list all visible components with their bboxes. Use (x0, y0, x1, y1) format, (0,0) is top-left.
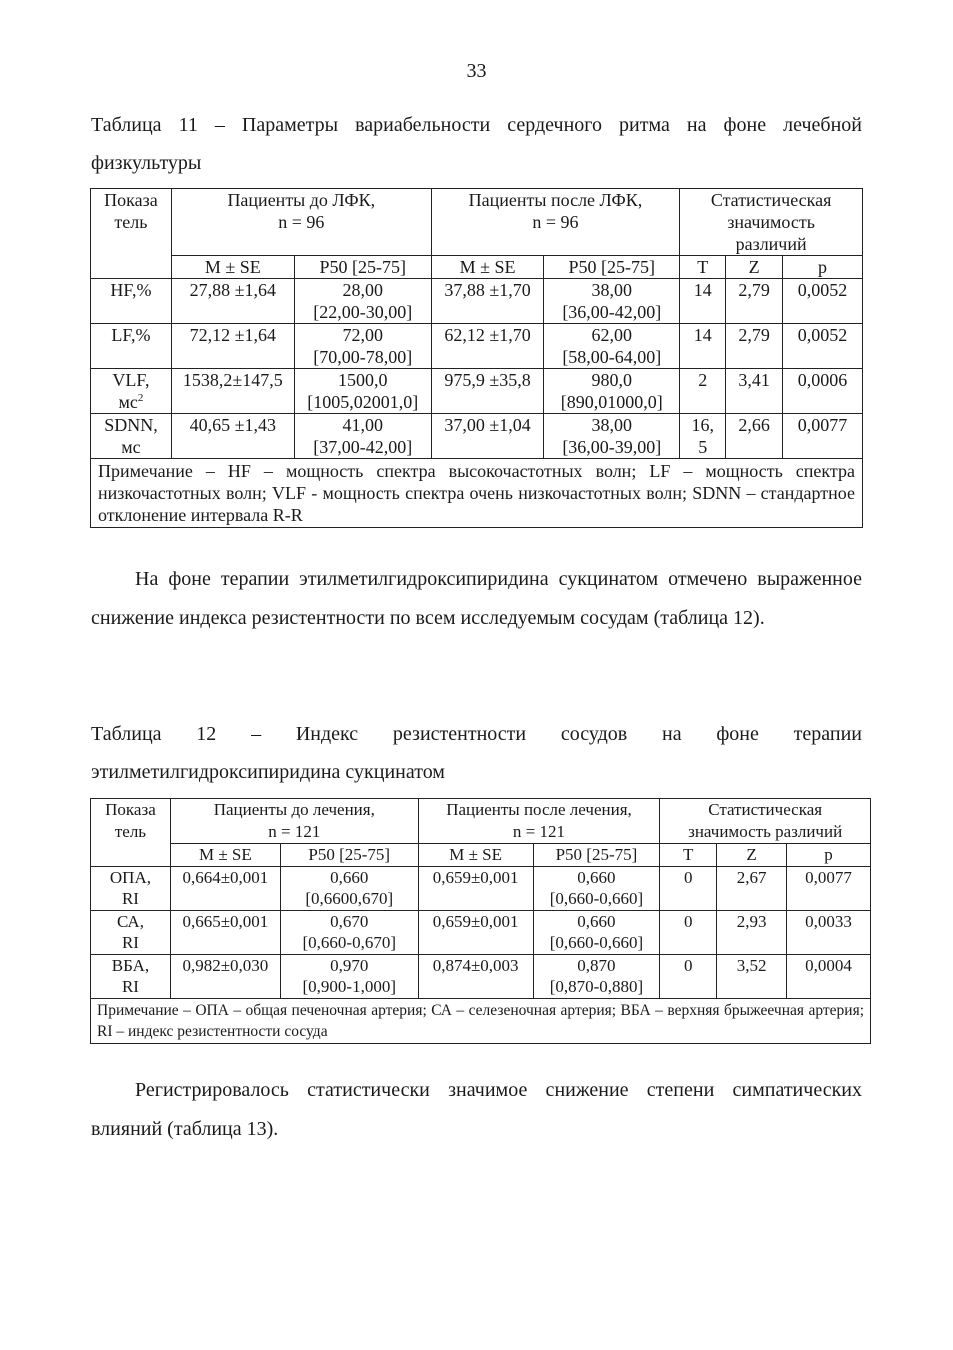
table12-header-indicator: Показа тель (91, 799, 171, 867)
cell-p: 0,0033 (787, 910, 871, 954)
cell-z: 2,79 (726, 279, 783, 324)
cell-before-p50: 41,00 [37,00-42,00] (294, 414, 431, 459)
cell-z: 2,79 (726, 324, 783, 369)
cell-before-p50: 0,670 [0,660-0,670] (280, 910, 418, 954)
table-row (91, 324, 863, 369)
cell-t: 16, 5 (680, 414, 726, 459)
cell-before-mse: 0,982±0,030 (170, 954, 280, 998)
cell-t: 0 (660, 954, 717, 998)
cell-before-p50: 72,00 [70,00-78,00] (294, 324, 431, 369)
cell-t: 2 (680, 369, 726, 414)
paragraph-2 (91, 1071, 862, 1149)
cell-before-mse: 1538,2±147,5 (171, 369, 294, 414)
row-indicator: LF,% (91, 324, 172, 369)
table12-subheader: P50 [25-75] (533, 844, 660, 867)
table12 (90, 798, 871, 1044)
cell-t: 14 (680, 279, 726, 324)
table12-subheader: Z (717, 844, 787, 867)
page-number: 33 (466, 60, 487, 82)
table11-caption-line2: физкультуры (91, 152, 202, 174)
table12-subheader: M ± SE (170, 844, 280, 867)
table11-caption (91, 106, 862, 182)
table11-header-after: Пациенты после ЛФК, n = 96 (431, 189, 680, 256)
cell-before-p50: 0,660 [0,6600,670] (280, 866, 418, 910)
table12-subheader: P50 [25-75] (280, 844, 418, 867)
table12-header-after: Пациенты после лечения, n = 121 (418, 799, 660, 844)
row-indicator: СА, RI (91, 910, 171, 954)
table11-note: Примечание – HF – мощность спектра высокочастотных волн; LF – мощность спектра низкочастотных волн; VLF - мощность спектра очень низкочастотных волн; SDNN – стандартное отклонение интервала R-R (91, 459, 863, 528)
table12-header-before: Пациенты до лечения, n = 121 (170, 799, 418, 844)
cell-after-mse: 37,88 ±1,70 (431, 279, 544, 324)
table11-subheader: M ± SE (431, 256, 544, 279)
cell-after-p50: 0,870 [0,870-0,880] (533, 954, 660, 998)
table11-subheader: T (680, 256, 726, 279)
table11-header-before: Пациенты до ЛФК, n = 96 (171, 189, 431, 256)
cell-after-mse: 62,12 ±1,70 (431, 324, 544, 369)
cell-after-p50: 62,00 [58,00-64,00] (544, 324, 680, 369)
cell-after-mse: 0,659±0,001 (418, 866, 533, 910)
cell-z: 2,93 (717, 910, 787, 954)
row-indicator: SDNN, мс (91, 414, 172, 459)
cell-t: 14 (680, 324, 726, 369)
cell-before-mse: 0,665±0,001 (170, 910, 280, 954)
row-indicator: HF,% (91, 279, 172, 324)
cell-after-mse: 37,00 ±1,04 (431, 414, 544, 459)
table11 (90, 188, 863, 528)
cell-z: 2,66 (726, 414, 783, 459)
cell-after-mse: 0,659±0,001 (418, 910, 533, 954)
cell-p: 0,0052 (783, 279, 863, 324)
cell-before-p50: 1500,0 [1005,02001,0] (294, 369, 431, 414)
cell-z: 3,41 (726, 369, 783, 414)
table11-subheader: Z (726, 256, 783, 279)
cell-after-p50: 0,660 [0,660-0,660] (533, 866, 660, 910)
table12-subheader: T (660, 844, 717, 867)
cell-before-mse: 72,12 ±1,64 (171, 324, 294, 369)
table12-note: Примечание – ОПА – общая печеночная артерия; СА – селезеночная артерия; ВБА – верхняя брыжеечная артерия; RI – индекс резистентности сосуда (91, 998, 871, 1043)
cell-after-p50: 38,00 [36,00-39,00] (544, 414, 680, 459)
table-row (91, 414, 863, 459)
cell-p: 0,0006 (783, 369, 863, 414)
paragraph-1 (91, 560, 862, 638)
paragraph-2-text: Регистрировалось статистически значимое снижение степени симпатических влияний (таблица 13). (91, 1079, 862, 1140)
table11-caption-line1: Таблица 11 – Параметры вариабельности сердечного ритма на фоне лечебной (91, 114, 862, 136)
cell-t: 0 (660, 910, 717, 954)
table-row (91, 910, 871, 954)
cell-p: 0,0077 (787, 866, 871, 910)
cell-p: 0,0004 (787, 954, 871, 998)
cell-before-p50: 28,00 [22,00-30,00] (294, 279, 431, 324)
table12-header-stat: Статистическая значимость различий (660, 799, 871, 844)
table12-subheader: M ± SE (418, 844, 533, 867)
table11-header-stat: Статистическая значимость различий (680, 189, 863, 256)
cell-after-mse: 975,9 ±35,8 (431, 369, 544, 414)
cell-after-mse: 0,874±0,003 (418, 954, 533, 998)
cell-before-mse: 40,65 ±1,43 (171, 414, 294, 459)
table-row (91, 866, 871, 910)
table11-subheader: P50 [25-75] (544, 256, 680, 279)
cell-p: 0,0077 (783, 414, 863, 459)
cell-z: 3,52 (717, 954, 787, 998)
table12-subheader: p (787, 844, 871, 867)
cell-after-p50: 980,0 [890,01000,0] (544, 369, 680, 414)
cell-after-p50: 0,660 [0,660-0,660] (533, 910, 660, 954)
table11-subheader: M ± SE (171, 256, 294, 279)
table11-header-indicator: Показа тель (91, 189, 172, 279)
cell-before-mse: 27,88 ±1,64 (171, 279, 294, 324)
table-row (91, 279, 863, 324)
cell-after-p50: 38,00 [36,00-42,00] (544, 279, 680, 324)
table11-subheader: P50 [25-75] (294, 256, 431, 279)
table-row (91, 954, 871, 998)
cell-before-p50: 0,970 [0,900-1,000] (280, 954, 418, 998)
cell-t: 0 (660, 866, 717, 910)
cell-z: 2,67 (717, 866, 787, 910)
table-row (91, 369, 863, 414)
paragraph-1-text: На фоне терапии этилметилгидроксипиридина сукцинатом отмечено выраженное снижение индекса резистентности по всем исследуемым сосудам (таблица 12). (91, 568, 862, 629)
table12-caption (91, 715, 862, 791)
cell-p: 0,0052 (783, 324, 863, 369)
table12-caption-line1: Таблица 12 – Индекс резистентности сосудов на фоне терапии (91, 723, 862, 745)
cell-before-mse: 0,664±0,001 (170, 866, 280, 910)
row-indicator: ВБА, RI (91, 954, 171, 998)
table12-caption-line2: этилметилгидроксипиридина сукцинатом (91, 761, 445, 783)
row-indicator: VLF, $мс^2$ (91, 369, 172, 414)
row-indicator: ОПА, RI (91, 866, 171, 910)
table11-subheader: p (783, 256, 863, 279)
